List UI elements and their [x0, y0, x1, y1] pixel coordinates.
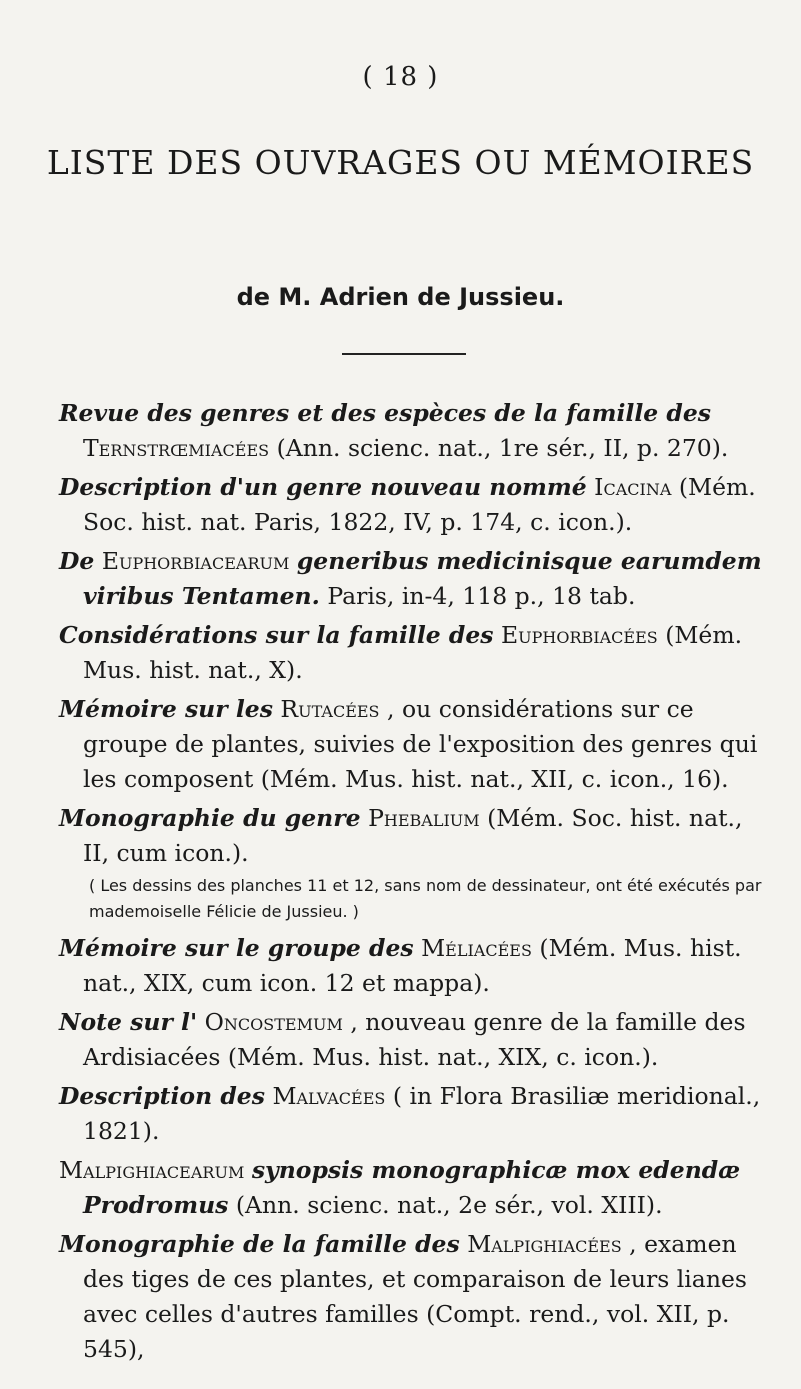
- entry-sc: Ternstrœmiacées: [83, 434, 270, 462]
- entry-sc: Oncostemum: [204, 1008, 343, 1036]
- bibliography-entry: [59, 396, 771, 466]
- entry-i: De: [59, 547, 95, 575]
- entry-i2: synopsis monographicæ mox edendæ Prodromus: [83, 1156, 741, 1219]
- entry-rest: (Mém. Soc. hist. nat., II, cum icon.).: [83, 804, 743, 867]
- entry-sc: Malvacées: [272, 1082, 386, 1110]
- entry-rest: (Ann. scienc. nat., 2e sér., vol. XIII).: [235, 1191, 663, 1219]
- entry-i2: generibus medicinisque earumdem viribus Tentamen.: [83, 547, 762, 610]
- divider-rule: [342, 353, 466, 355]
- bibliography-entry: [59, 931, 771, 1001]
- entry-i: Considérations sur la famille des: [59, 621, 494, 649]
- bibliography-entry: [59, 692, 771, 797]
- entry-i: Description des: [59, 1082, 265, 1110]
- entry-sc: Malpighiacearum: [59, 1156, 245, 1184]
- entry-i: Note sur l': [59, 1008, 198, 1036]
- entry-rest: , nouveau genre de la famille des Ardisiacées (Mém. Mus. hist. nat., XIX, c. icon.).: [83, 1008, 746, 1071]
- page-title: LISTE DES OUVRAGES OU MÉMOIRES: [46, 143, 755, 182]
- entry-sc: Euphorbiacées: [501, 621, 658, 649]
- entry-sc: Phebalium: [368, 804, 480, 832]
- bibliography-entry: [59, 618, 771, 688]
- bibliography-entry: [59, 801, 771, 871]
- bibliography-entry: [59, 1005, 771, 1075]
- entry-rest: , examen des tiges de ces plantes, et comparaison de leurs lianes avec celles d'autres familles (Compt. rend., vol. XII, p. 545),: [83, 1230, 747, 1363]
- entry-i: Description d'un genre nouveau nommé: [59, 473, 587, 501]
- entry-sc: Méliacées: [421, 934, 532, 962]
- entry-sc: Icacina: [594, 473, 672, 501]
- bibliography-entry: [59, 544, 771, 614]
- entry-i: Revue des genres et des espèces de la famille des: [59, 399, 712, 427]
- entry-note: ( Les dessins des planches 11 et 12, sans nom de dessinateur, ont été exécutés par mademoiselle Félicie de Jussieu. ): [89, 876, 762, 921]
- bibliography-entry: [59, 1079, 771, 1149]
- entry-i: Mémoire sur le groupe des: [59, 934, 414, 962]
- page-subtitle: de M. Adrien de Jussieu.: [236, 283, 565, 311]
- entry-rest: , ou considérations sur ce groupe de plantes, suivies de l'exposition des genres qui les composent (Mém. Mus. hist. nat., XII, c. icon., 16).: [83, 695, 758, 793]
- entry-sc: Rutacées: [280, 695, 380, 723]
- entry-rest: (Mém. Mus. hist. nat., XIX, cum icon. 12 et mappa).: [83, 934, 742, 997]
- bibliography-entry: [59, 1153, 771, 1223]
- entry-rest: (Mém. Mus. hist. nat., X).: [83, 621, 743, 684]
- bibliography-entry: [59, 470, 771, 540]
- page-number: ( 18 ): [362, 62, 439, 92]
- entry-list: [59, 396, 771, 1371]
- entry-i: Monographie du genre: [59, 804, 361, 832]
- entry-rest: (Mém. Soc. hist. nat. Paris, 1822, IV, p. 174, c. icon.).: [83, 473, 756, 536]
- entry-sc: Euphorbiacearum: [101, 547, 290, 575]
- bibliography-entry: [59, 1227, 771, 1367]
- entry-sc: Malpighiacées: [467, 1230, 622, 1258]
- entry-i: Mémoire sur les: [59, 695, 273, 723]
- entry-rest: (Ann. scienc. nat., 1re sér., II, p. 270).: [276, 434, 729, 462]
- entry-i: Monographie de la famille des: [59, 1230, 460, 1258]
- entry-rest: ( in Flora Brasiliæ meridional., 1821).: [83, 1082, 761, 1145]
- entry-rest: Paris, in-4, 118 p., 18 tab.: [327, 582, 636, 610]
